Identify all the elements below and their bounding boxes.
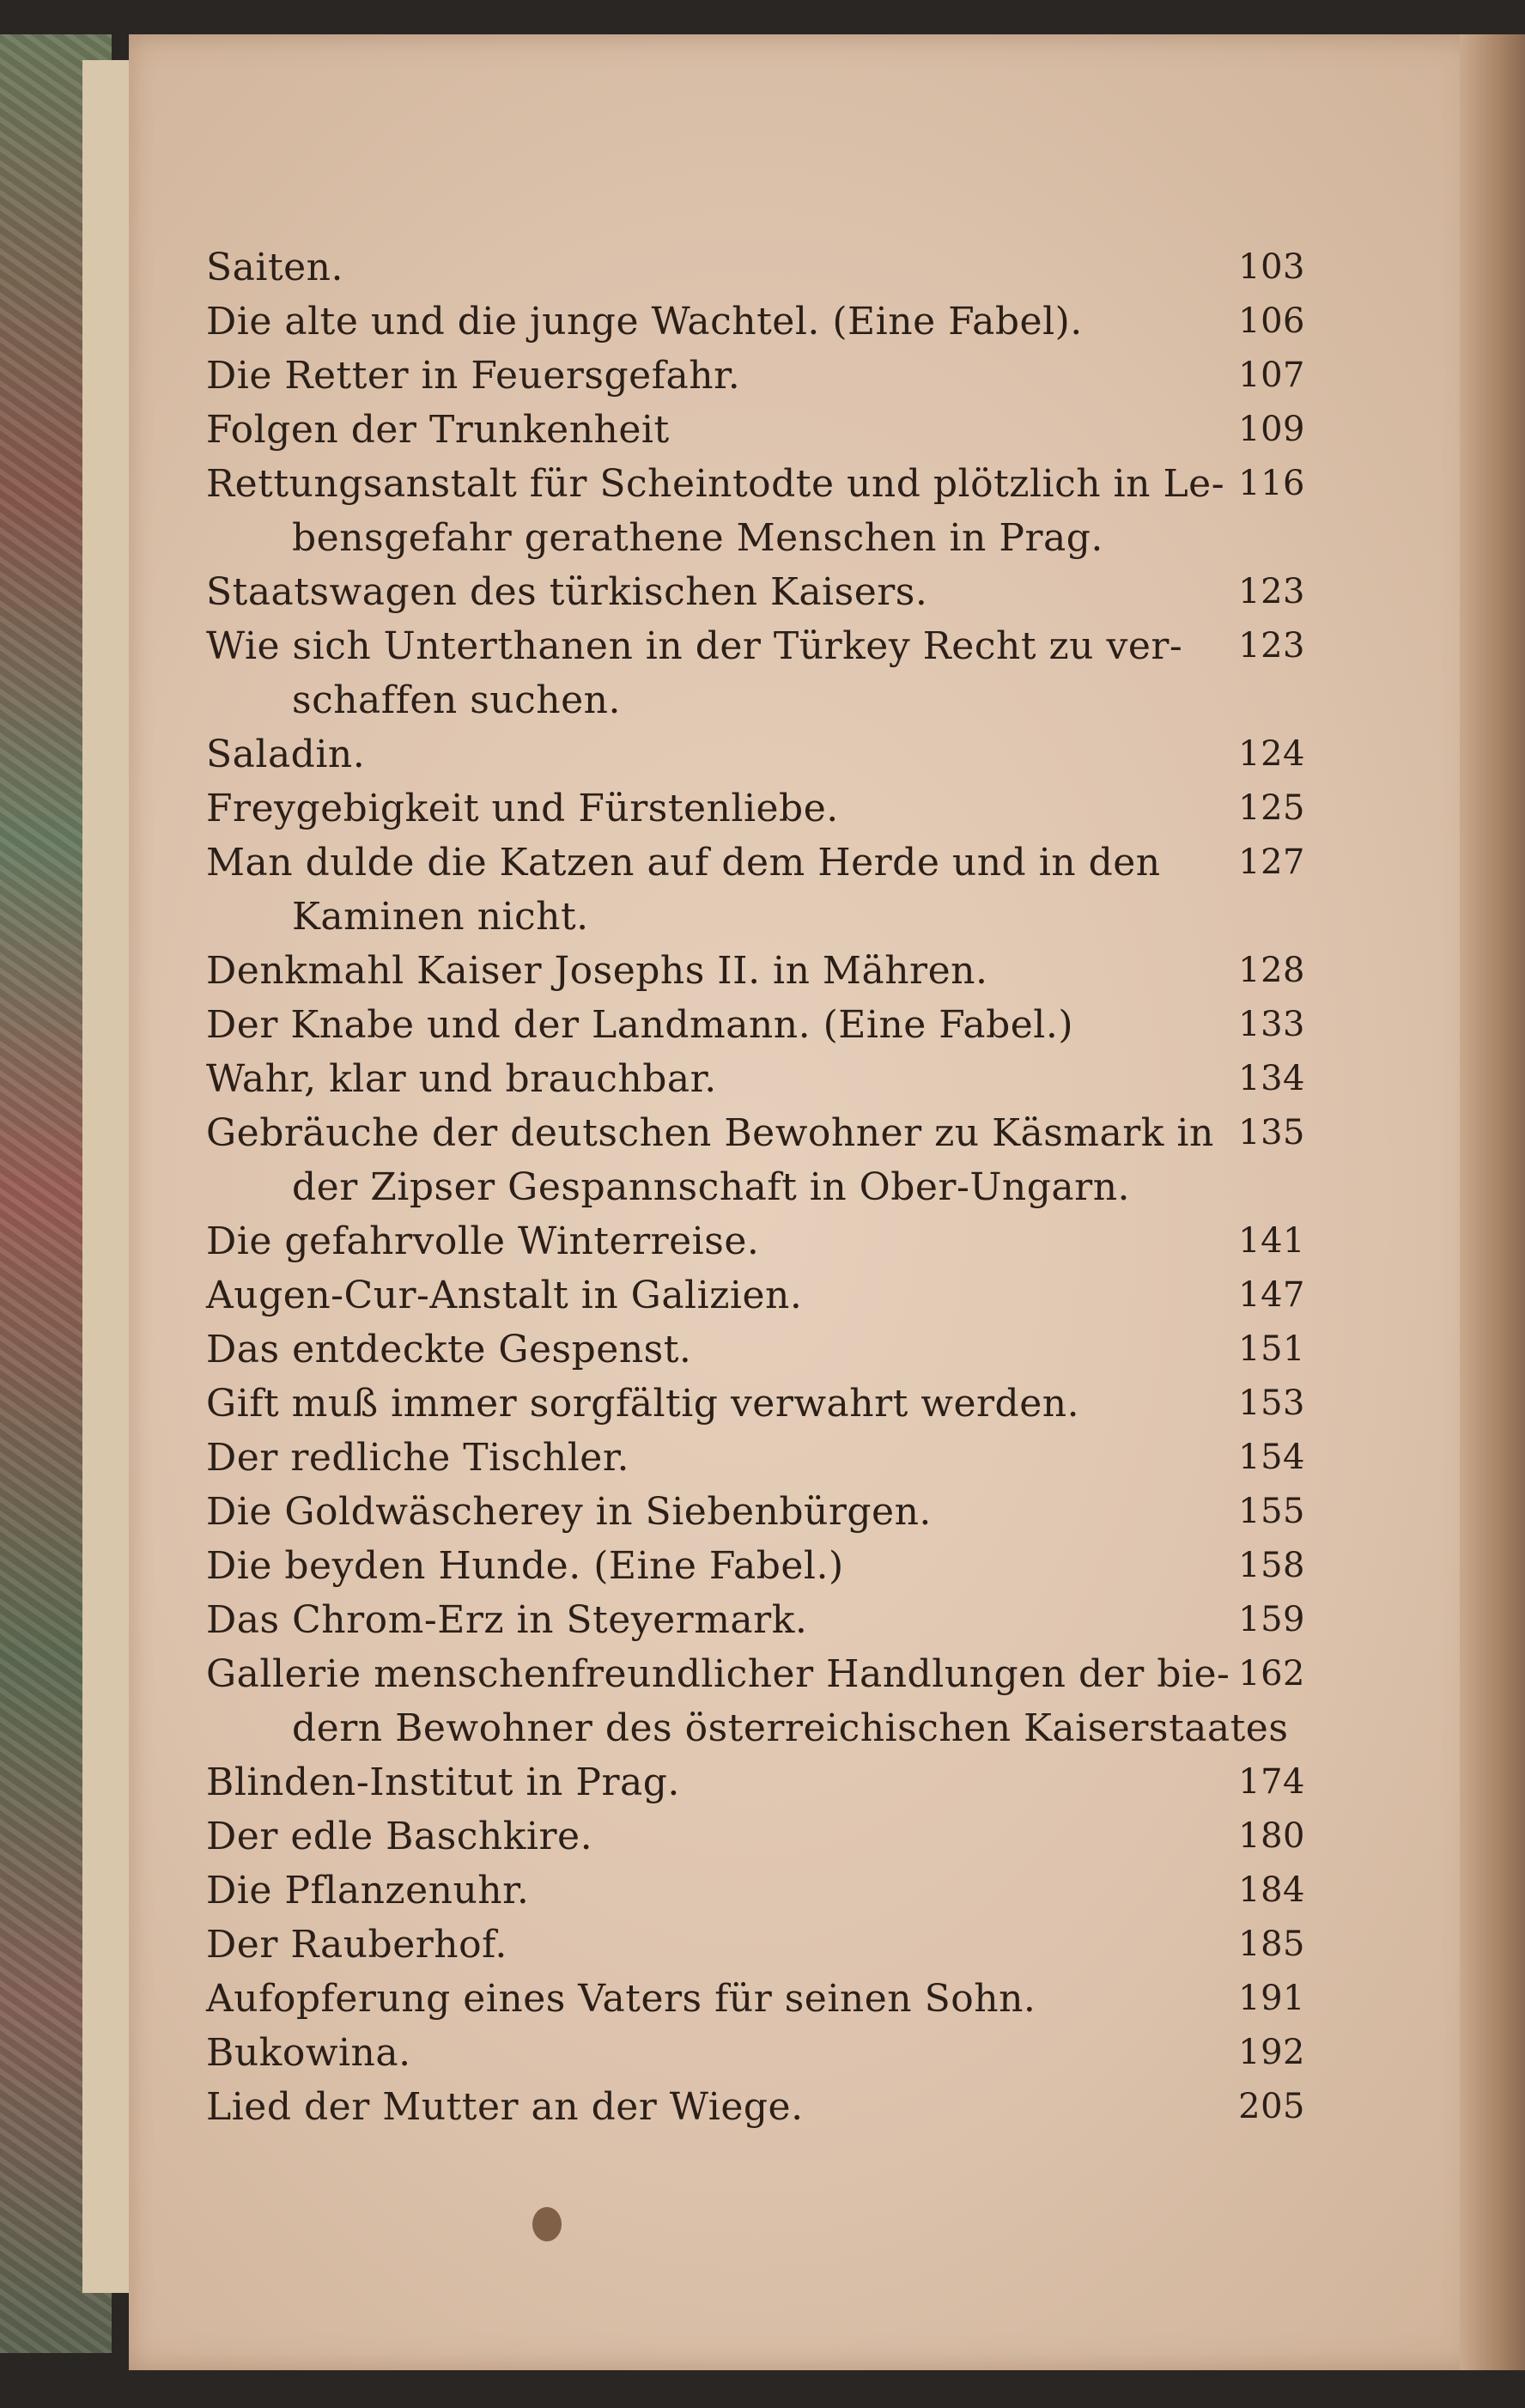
toc-entry-title: Augen-Cur-Anstalt in Galizien. (206, 1274, 803, 1317)
toc-entry-page: 154 (1238, 1438, 1305, 1477)
page-gutter (1460, 34, 1525, 2370)
toc-entry-page: 159 (1238, 1600, 1305, 1639)
toc-entry-title: Saladin. (206, 733, 366, 776)
toc-entry-title: Die beyden Hunde. (Eine Fabel.) (206, 1544, 844, 1588)
toc-entry-title: Staatswagen des türkischen Kaisers. (206, 570, 928, 614)
toc-entry-title: Der redliche Tischler. (206, 1436, 630, 1480)
toc-entry-page: 124 (1238, 734, 1305, 774)
toc-entry-page: 174 (1238, 1762, 1305, 1802)
toc-entry (206, 1647, 1305, 1755)
toc-entry-title: Gebräuche der deutschen Bewohner zu Käsmark in (206, 1111, 1214, 1155)
toc-entry-title: Die Pflanzenuhr. (206, 1869, 530, 1912)
toc-entry-page: 116 (1238, 464, 1305, 503)
toc-entry-title: Folgen der Trunkenheit (206, 408, 670, 452)
toc-entry-page: 191 (1238, 1979, 1305, 2018)
toc-entry-page: 205 (1238, 2087, 1305, 2126)
toc-entry (206, 1214, 1305, 1268)
toc-entry-title: Lied der Mutter an der Wiege. (206, 2085, 804, 2129)
toc-entry-page: 192 (1238, 2033, 1305, 2072)
toc-entry-page: 147 (1238, 1275, 1305, 1315)
toc-entry (206, 998, 1305, 1052)
toc-entry-title-continued: der Zipser Gespannschaft in Ober-Ungarn. (292, 1165, 1131, 1209)
toc-entry-page: 123 (1238, 626, 1305, 666)
toc-entry (206, 240, 1305, 295)
toc-entry-title: Man dulde die Katzen auf dem Herde und in den (206, 841, 1161, 885)
toc-entry (206, 1431, 1305, 1485)
toc-entry-page: 151 (1238, 1329, 1305, 1369)
toc-entry-title: Denkmahl Kaiser Josephs II. in Mähren. (206, 949, 988, 993)
toc-entry-title: Bukowina. (206, 2031, 411, 2075)
toc-entry-title: Rettungsanstalt für Scheintodte und plötzlich in Le- (206, 462, 1225, 506)
toc-entry (206, 403, 1305, 457)
toc-entry-title: Wahr, klar und brauchbar. (206, 1057, 717, 1101)
toc-entry-page: 109 (1238, 410, 1305, 449)
toc-entry-title: Der Knabe und der Landmann. (Eine Fabel.) (206, 1003, 1074, 1047)
toc-entry-title-continued: dern Bewohner des österreichischen Kaiserstaates (292, 1706, 1289, 1750)
toc-entry-page: 155 (1238, 1492, 1305, 1531)
toc-entry-page: 133 (1238, 1005, 1305, 1044)
toc-entry (206, 1485, 1305, 1539)
toc-entry (206, 349, 1305, 403)
toc-entry-page: 153 (1238, 1383, 1305, 1423)
toc-entry-page: 184 (1238, 1870, 1305, 1910)
toc-entry-title-continued: schaffen suchen. (292, 678, 621, 722)
toc-entry (206, 2080, 1305, 2134)
toc-entry (206, 836, 1305, 944)
toc-entry-title: Gift muß immer sorgfältig verwahrt werden. (206, 1382, 1080, 1426)
toc-entry-title: Die Retter in Feuersgefahr. (206, 354, 741, 398)
toc-entry-page: 141 (1238, 1221, 1305, 1261)
toc-entry-title: Saiten. (206, 246, 343, 289)
toc-entry-title: Wie sich Unterthanen in der Türkey Recht zu ver- (206, 624, 1183, 668)
toc-entry-page: 125 (1238, 788, 1305, 828)
toc-entry (206, 781, 1305, 836)
toc-entry (206, 727, 1305, 781)
toc-entry (206, 1323, 1305, 1377)
toc-entry-title: Freygebigkeit und Fürstenliebe. (206, 787, 839, 830)
toc-entry-title: Blinden-Institut in Prag. (206, 1760, 680, 1804)
toc-entry-page: 106 (1238, 301, 1305, 341)
toc-entry (206, 1972, 1305, 2026)
toc-entry (206, 1539, 1305, 1593)
toc-entry (206, 2026, 1305, 2080)
toc-entry (206, 1106, 1305, 1214)
table-of-contents (206, 240, 1305, 2134)
toc-entry (206, 1755, 1305, 1809)
toc-entry-page: 127 (1238, 842, 1305, 882)
toc-entry (206, 944, 1305, 998)
toc-entry-title: Der Rauberhof. (206, 1923, 507, 1967)
toc-entry-title: Das Chrom-Erz in Steyermark. (206, 1598, 808, 1642)
toc-entry-page: 128 (1238, 951, 1305, 990)
toc-entry-title: Aufopferung eines Vaters für seinen Sohn. (206, 1977, 1036, 2021)
toc-entry-page: 185 (1238, 1925, 1305, 1964)
toc-entry-title: Die gefahrvolle Winterreise. (206, 1219, 760, 1263)
toc-entry-page: 134 (1238, 1059, 1305, 1098)
toc-entry (206, 1864, 1305, 1918)
toc-entry-page: 103 (1238, 247, 1305, 287)
toc-entry-title: Der edle Baschkire. (206, 1815, 593, 1858)
toc-entry-title: Das entdeckte Gespenst. (206, 1328, 692, 1371)
toc-entry (206, 1593, 1305, 1647)
toc-entry (206, 1809, 1305, 1864)
toc-entry-title-continued: Kaminen nicht. (292, 895, 589, 939)
toc-entry (206, 619, 1305, 727)
toc-entry (206, 295, 1305, 349)
toc-entry (206, 457, 1305, 565)
ink-stain (532, 2207, 562, 2241)
toc-entry-title: Gallerie menschenfreundlicher Handlungen der bie- (206, 1652, 1230, 1696)
toc-entry-title-continued: bensgefahr gerathene Menschen in Prag. (292, 516, 1103, 560)
toc-entry-title: Die alte und die junge Wachtel. (Eine Fabel). (206, 300, 1083, 344)
toc-entry-page: 107 (1238, 356, 1305, 395)
toc-entry-title: Die Goldwäscherey in Siebenbürgen. (206, 1490, 932, 1534)
toc-entry-page: 158 (1238, 1546, 1305, 1585)
toc-entry-page: 123 (1238, 572, 1305, 611)
toc-entry (206, 1918, 1305, 1972)
toc-entry (206, 1052, 1305, 1106)
toc-entry-page: 180 (1238, 1816, 1305, 1856)
toc-entry-page: 162 (1238, 1654, 1305, 1694)
toc-entry (206, 1377, 1305, 1431)
toc-entry (206, 565, 1305, 619)
toc-entry-page: 135 (1238, 1113, 1305, 1152)
toc-entry (206, 1268, 1305, 1323)
